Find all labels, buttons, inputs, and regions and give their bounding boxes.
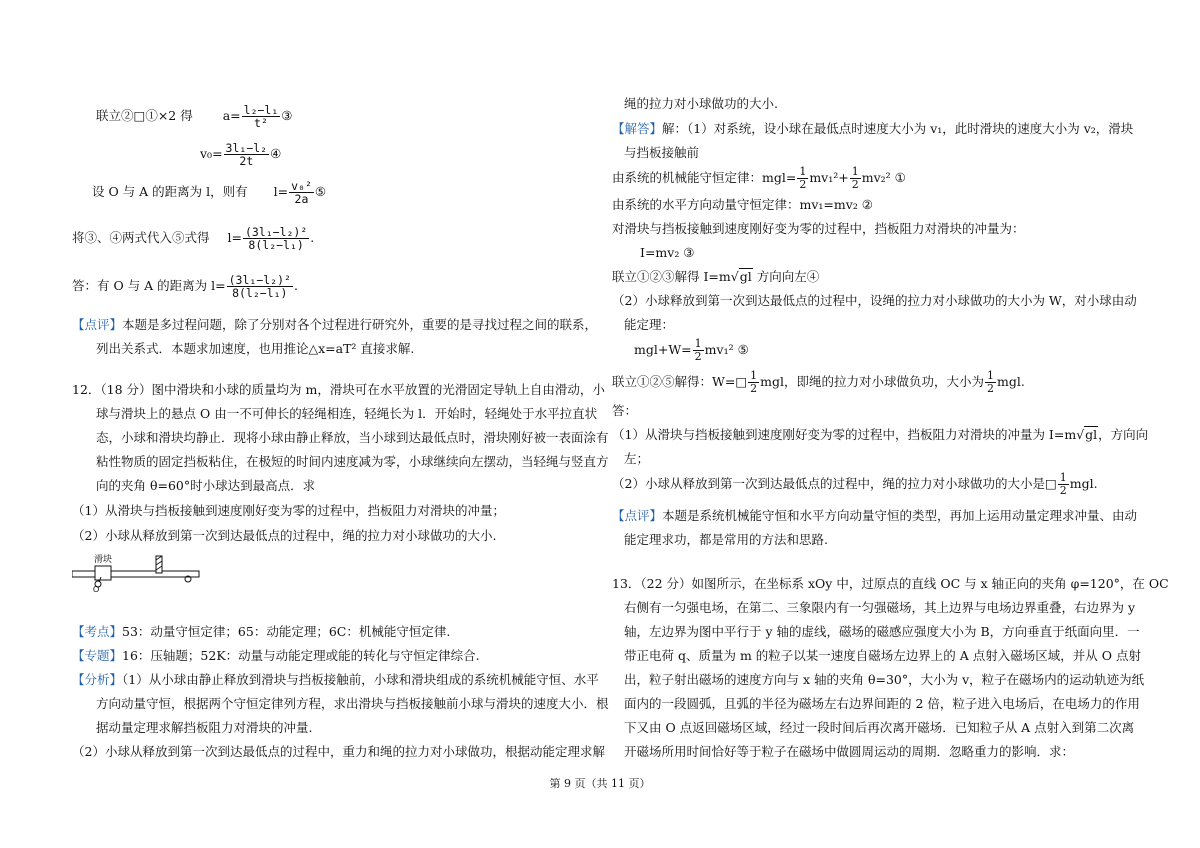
q12-line-1: 12．（18 分）图中滑块和小球的质量均为 m，滑块可在水平放置的光滑固定导轨上自由滑动，小 [72, 382, 605, 397]
fenxi-line-2: 方向动量守恒，根据两个守恒定律列方程，求出滑块与挡板接触前小球与滑块的速度大小．根 [96, 696, 609, 711]
numerator: 1 [1059, 471, 1067, 484]
missing-glyph-box: □ [133, 108, 146, 123]
fenxi-tag: 【分析】 [72, 672, 123, 687]
text: a= [222, 108, 241, 123]
figure-label: 滑块 [94, 554, 113, 564]
text: 答：有 O 与 A 的距离为 l= [72, 278, 226, 293]
kaodian-tag: 【考点】 [72, 624, 123, 639]
denominator: 2t [239, 154, 254, 168]
text: mgl. [1069, 476, 1098, 491]
solution-line-11 [612, 370, 1025, 395]
numerator: 1 [987, 369, 994, 382]
eq-tag: ⑤ [314, 184, 327, 199]
numerator: (3l₁−l₂)² [244, 225, 308, 239]
fraction [243, 226, 309, 251]
q13-line-6: 面内的一段圆弧，且弧的半径为磁场左右边界间距的 2 倍，粒子进入电场后，在电场力的作用 [624, 696, 1140, 711]
numerator: 1 [851, 165, 859, 178]
denominator: 2a [294, 192, 309, 206]
fraction-half [693, 338, 704, 363]
text: mgl+W= [634, 342, 692, 357]
analysis-continued: 绳的拉力对小球做功的大小. [624, 96, 778, 111]
text: mv₁²+ [809, 170, 849, 185]
solution-line-6: I=mv₂ ③ [640, 245, 695, 260]
q12-line-3: 态，小球和滑块均静止．现将小球由静止释放，当小球到达最低点时，滑块刚好被一表面涂有 [96, 430, 609, 445]
text: ，方向向 [1098, 427, 1149, 442]
fraction-half [748, 370, 759, 395]
text: 将③、④两式代入⑤式得 [72, 230, 210, 245]
text: 16：压轴题；52K：动量与动能定理或能的转化与守恒定律综合. [122, 648, 480, 663]
text: 联立①②⑤解得：W= [612, 374, 736, 389]
text: 本题是系统机械能守恒和水平方向动量守恒的类型，再加上运用动量定理求冲量、由动 [662, 508, 1138, 523]
q13-line-7: 下又由 O 点返回磁场区域，经过一段时间后再次离开磁场．已知粒子从 A 点射入到第二次离 [624, 720, 1135, 735]
text: v₀= [200, 146, 223, 161]
sqrt-content: gl [1085, 427, 1098, 442]
review-line-2: 能定理求功，都是常用的方法和思路. [624, 532, 828, 547]
text: mv₁² ⑤ [704, 342, 749, 357]
answer-line-2: 左； [624, 451, 650, 466]
fraction [289, 180, 314, 205]
text: 联立② [96, 108, 134, 123]
numerator: 1 [799, 165, 807, 178]
q12-line-6: （1）从滑块与挡板接触到速度刚好变为零的过程中，挡板阻力对滑块的冲量； [72, 503, 505, 518]
solution-line-7: 联立①②③解得 I=m√gl 方向向左④ [612, 269, 820, 284]
fenxi-line-1 [72, 671, 599, 689]
fenxi-line-3: 据动量定理求解挡板阻力对滑块的冲量. [96, 720, 313, 735]
text: （1）从小球由静止释放到滑块与挡板接触前，小球和滑块组成的系统机械能守恒、水平 [122, 672, 599, 687]
solution-line-3 [612, 166, 906, 191]
solution-line-8: （2）小球释放到第一次到达最低点的过程中，设绳的拉力对小球做功的大小为 W，对小球由动 [612, 293, 1137, 308]
review-tag: 【点评】 [612, 508, 663, 523]
solution-line-10 [634, 338, 749, 363]
answer-line-1: （1）从滑块与挡板接触到速度刚好变为零的过程中，挡板阻力对滑块的冲量为 I=m√gl，方向向 [612, 427, 1149, 442]
comment-line-2: 列出关系式．本题求加速度，也用推论△x=aT² 直接求解. [96, 341, 415, 356]
numerator: 3l₁−l₂ [225, 141, 268, 155]
fraction-half [797, 166, 808, 191]
text: 设 O 与 A 的距离为 l，则有 [92, 184, 248, 199]
point-o-label: O [93, 585, 100, 594]
eq-tag: ③ [281, 108, 293, 123]
q12-line-5: 向的夹角 θ=60°时小球达到最高点．求 [96, 478, 316, 493]
comment-tag: 【点评】 [72, 317, 123, 332]
numerator: 1 [694, 337, 702, 350]
text: （1）从滑块与挡板接触到速度刚好变为零的过程中，挡板阻力对滑块的冲量为 I=m [612, 427, 1077, 442]
solution-line-1 [612, 120, 1133, 138]
denominator: 2 [694, 350, 702, 363]
slider-figure [72, 550, 202, 594]
solution-line-4: 由系统的水平方向动量守恒定律：mv₁=mv₂ ② [612, 197, 874, 212]
fraction-half [985, 370, 996, 395]
text: 由系统的机械能守恒定律：mgl= [612, 170, 797, 185]
text: . [310, 230, 315, 245]
denominator: t² [254, 116, 268, 130]
answer-line-3 [612, 472, 1098, 497]
denominator: 2 [1059, 484, 1067, 497]
denominator: 2 [987, 382, 994, 395]
text: （2）小球从释放到第一次到达最低点的过程中，绳的拉力对小球做功的大小是 [612, 476, 1045, 491]
numerator: 1 [750, 369, 758, 382]
eq-tag: ④ [270, 146, 282, 161]
zhuanti-tag: 【专题】 [72, 648, 123, 663]
q12-line-4: 粘性物质的固定挡板粘住，在极短的时间内速度减为零，小球继续向左摆动，当轻绳与竖直方 [96, 454, 609, 469]
text: ①×2 得 [145, 108, 193, 123]
review-line-1 [612, 507, 1137, 525]
comment-line-1 [72, 316, 597, 334]
q13-line-4: 带正电荷 q、质量为 m 的粒子以某一速度自磁场左边界上的 A 点射入磁场区域，并从 O 点射 [624, 648, 1141, 663]
q13-line-2: 右侧有一匀强电场，在第二、三象限内有一匀强磁场，其上边界与电场边界重叠，右边界为 y [624, 600, 1136, 615]
text: 联立①②③解得 I=m [612, 269, 731, 284]
q13-line-8: 开磁场所用时间恰好等于粒子在磁场中做圆周运动的周期．忽略重力的影响．求： [624, 744, 1075, 759]
equation-line-4 [200, 142, 281, 167]
text: 53：动量守恒定律；65：动能定理；6C：机械能守恒定律. [122, 624, 451, 639]
missing-glyph-box: □ [735, 374, 748, 389]
text: mgl，即绳的拉力对小球做负功，大小为 [760, 374, 984, 389]
solution-line-5: 对滑块与挡板接触到速度刚好变为零的过程中，挡板阻力对滑块的冲量为： [612, 221, 1025, 236]
fraction [242, 104, 281, 129]
kaodian-line [72, 623, 450, 641]
text: l= [273, 184, 289, 199]
guide-rail [72, 571, 199, 577]
fraction [227, 274, 293, 299]
answer-line [72, 274, 298, 299]
answer-label: 答： [612, 403, 638, 418]
denominator: 2 [750, 382, 758, 395]
sqrt-content: gl [739, 269, 752, 284]
q13-line-5: 出，粒子射出磁场的速度方向与 x 轴的夹角 θ=30°，大小为 v，粒子在磁场内的运动轨迹为纸 [624, 672, 1145, 687]
text: l= [227, 230, 242, 245]
q12-line-2: 球与滑块上的悬点 O 由一不可伸长的轻绳相连，轻绳长为 l．开始时，轻绳处于水平拉直状 [96, 406, 598, 421]
slider-block [95, 566, 111, 580]
solution-tag: 【解答】 [612, 121, 663, 136]
q13-line-3: 轴，左边界为图中平行于 y 轴的虚线，磁场的磁感应强度大小为 B，方向垂直于纸面向里．一 [624, 624, 1140, 639]
text: 方向向左④ [756, 269, 820, 284]
text: . [293, 278, 298, 293]
denominator: 2 [799, 178, 807, 191]
text: mv₂² ① [861, 170, 906, 185]
equation-line-5 [92, 180, 326, 205]
text: 解：（1）对系统，设小球在最低点时速度大小为 v₁，此时滑块的速度大小为 v₂，滑块 [662, 121, 1134, 136]
denominator: 8(l₂−l₁) [248, 238, 304, 252]
fraction-half [850, 166, 861, 191]
equation-line-3 [96, 104, 292, 129]
q13-line-1: 13．（22 分）如图所示，在坐标系 xOy 中，过原点的直线 OC 与 x 轴正向的夹角 φ=120°，在 OC [612, 576, 1169, 591]
numerator: v₀² [291, 179, 312, 193]
text: 本题是多过程问题，除了分别对各个过程进行研究外，重要的是寻找过程之间的联系， [122, 317, 598, 332]
text: mgl. [997, 374, 1025, 389]
missing-glyph-box: □ [1044, 476, 1057, 491]
equation-substitution [72, 226, 314, 251]
fraction [224, 142, 270, 167]
solution-line-2: 与挡板接触前 [624, 145, 700, 160]
fraction-half [1058, 472, 1069, 497]
page-footer: 第 9 页（共 11 页） [549, 777, 651, 790]
q12-line-7: （2）小球从释放到第一次到达最低点的过程中，绳的拉力对小球做功的大小. [72, 528, 497, 543]
solution-line-9: 能定理： [624, 317, 675, 332]
numerator: l₂−l₁ [243, 103, 279, 117]
denominator: 8(l₂−l₁) [232, 286, 288, 300]
numerator: (3l₁−l₂)² [228, 273, 291, 287]
denominator: 2 [851, 178, 859, 191]
fenxi-line-4: （2）小球从释放到第一次到达最低点的过程中，重力和绳的拉力对小球做功，根据动能定理求解 [72, 744, 605, 759]
zhuanti-line [72, 647, 480, 665]
